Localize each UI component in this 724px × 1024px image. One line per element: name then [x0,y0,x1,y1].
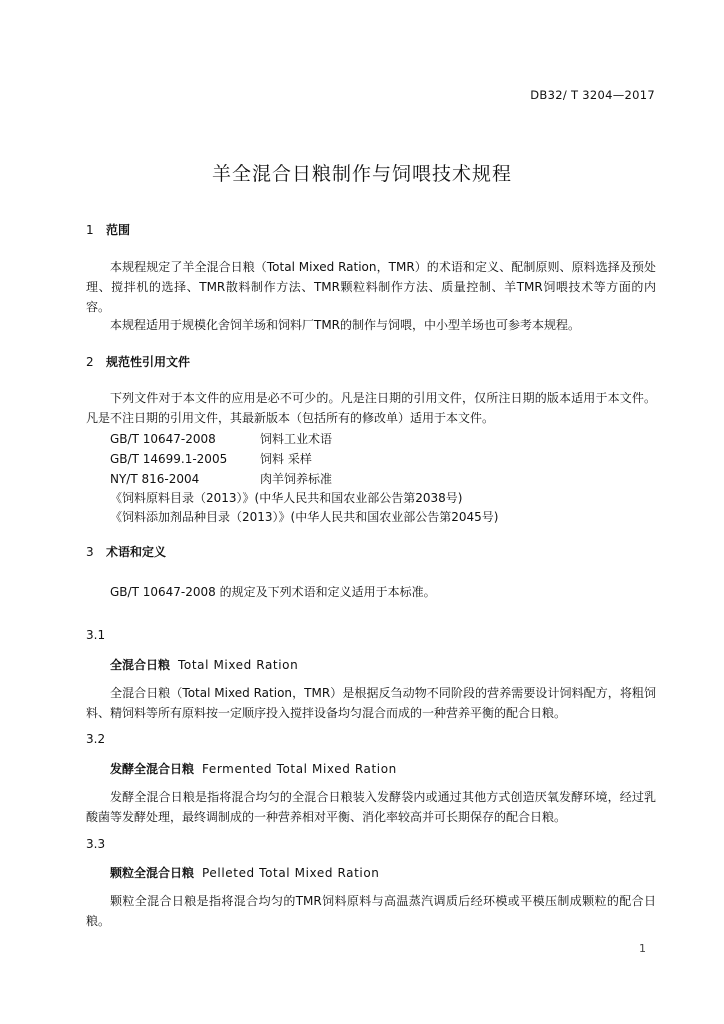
term-cn: 颗粒全混合日粮 [110,866,195,880]
paragraph: 本规程适用于规模化舍饲羊场和饲料厂TMR的制作与饲喂，中小型羊场也可参考本规程。 [110,318,581,332]
term-definition: 全混合日粮（Total Mixed Ration，TMR）是根据反刍动物不同阶段的营养需要设计饲料配方，将粗饲料、精饲料等所有原料按一定顺序投入搅拌设备均匀混合而成的一种营养平衡的配合日粮。 [86,686,656,720]
paragraph: 下列文件对于本文件的应用是必不可少的。凡是注日期的引用文件，仅所注日期的版本适用于本文件。凡是不注日期的引用文件，其最新版本（包括所有的修改单）适用于本文件。 [86,391,656,425]
reference-item [110,430,332,447]
document-title: 羊全混合日粮制作与饲喂技术规程 [211,163,512,185]
section-title: 范围 [106,223,131,237]
reference-name: 肉羊饲养标准 [260,472,333,486]
term-heading [110,656,298,673]
term-heading [110,864,379,881]
section-title: 术语和定义 [106,545,167,559]
term-en: Pelleted Total Mixed Ration [202,866,380,880]
section-heading-terms-definitions [86,543,166,560]
section-heading-normative-references [86,353,190,370]
catalog-item: 《饲料添加剂品种目录（2013）》(中华人民共和国农业部公告第2045号) [110,510,499,524]
section-number: 3 [86,545,94,559]
section-heading-scope [86,221,130,238]
term-number: 3.2 [86,732,106,746]
page-number: 1 [639,942,646,955]
section-number: 2 [86,355,94,369]
section-number: 1 [86,223,94,237]
term-cn: 全混合日粮 [110,658,171,672]
term-en: Total Mixed Ration [178,658,299,672]
term-number: 3.3 [86,837,106,851]
catalog-item: 《饲料原料目录（2013）》(中华人民共和国农业部公告第2038号) [110,491,463,505]
term-heading [110,760,397,777]
reference-code: NY/T 816-2004 [110,472,200,486]
term-definition: 颗粒全混合日粮是指将混合均匀的TMR饲料原料与高温蒸汽调质后经环模或平模压制成颗粒的配合日粮。 [86,894,656,928]
term-en: Fermented Total Mixed Ration [202,762,397,776]
term-cn: 发酵全混合日粮 [110,762,195,776]
section-title: 规范性引用文件 [106,355,191,369]
reference-name: 饲料工业术语 [260,432,333,446]
standard-code: DB32/ T 3204—2017 [530,88,655,102]
reference-name: 饲料 采样 [260,452,312,466]
term-number: 3.1 [86,628,106,642]
term-definition: 发酵全混合日粮是指将混合均匀的全混合日粮装入发酵袋内或通过其他方式创造厌氧发酵环境，经过乳酸菌等发酵处理，最终调制成的一种营养相对平衡、消化率较高并可长期保存的配合日粮。 [86,790,656,824]
reference-item [110,450,312,467]
reference-code: GB/T 10647-2008 [110,432,216,446]
paragraph: GB/T 10647-2008 的规定及下列术语和定义适用于本标准。 [110,585,436,599]
reference-item [110,470,332,487]
paragraph: 本规程规定了羊全混合日粮（Total Mixed Ration，TMR）的术语和定义、配制原则、原料选择及预处理、搅拌机的选择、TMR散料制作方法、TMR颗粒料制作方法、质量控制、羊TMR饲喂技术等方面的内容。 [86,260,656,314]
reference-code: GB/T 14699.1-2005 [110,452,228,466]
